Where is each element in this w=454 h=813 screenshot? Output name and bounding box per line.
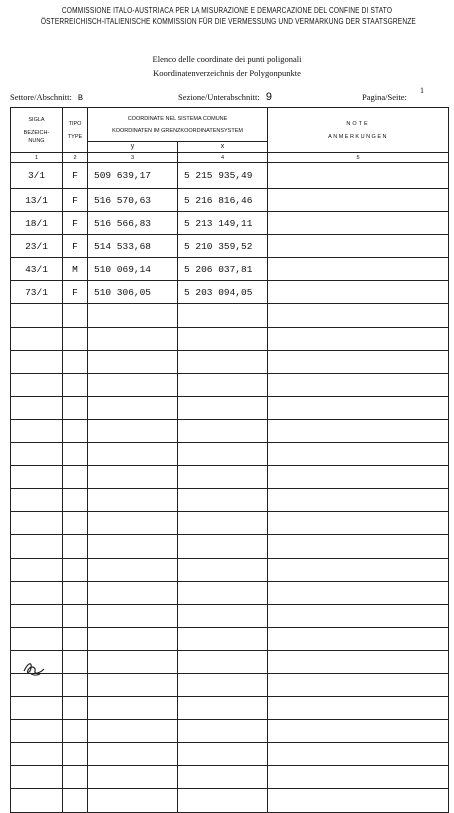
point-id-cell <box>11 766 63 789</box>
table-row <box>11 212 449 235</box>
point-id-cell <box>11 419 63 442</box>
x-coordinate-cell: 5 215 935,49 <box>178 163 268 189</box>
point-type-cell <box>63 581 88 604</box>
note-cell <box>268 258 449 281</box>
point-id-cell <box>11 743 63 766</box>
point-type-cell <box>63 373 88 396</box>
point-type-cell <box>63 466 88 489</box>
point-type-cell <box>63 604 88 627</box>
tipo-label: TIPO <box>68 120 82 127</box>
y-coordinate-cell <box>88 627 178 650</box>
index-1: 1 <box>11 153 63 163</box>
point-id-cell <box>11 489 63 512</box>
y-coordinate-cell: 516 566,83 <box>88 212 178 235</box>
index-row <box>11 153 449 163</box>
point-type-cell <box>63 766 88 789</box>
point-id-cell <box>11 466 63 489</box>
point-id-cell <box>11 350 63 373</box>
table-row <box>11 189 449 212</box>
point-type-cell <box>63 327 88 350</box>
point-id-cell <box>11 604 63 627</box>
y-coordinate-cell <box>88 396 178 419</box>
note-cell <box>268 281 449 304</box>
note-cell <box>268 350 449 373</box>
y-coordinate-cell <box>88 489 178 512</box>
pagina-field <box>362 92 407 102</box>
x-coordinate-cell <box>178 581 268 604</box>
table-row <box>11 697 449 720</box>
x-coordinate-cell <box>178 604 268 627</box>
note-cell <box>268 212 449 235</box>
point-type-cell: F <box>63 281 88 304</box>
index-3: 3 <box>88 153 178 163</box>
point-id-cell <box>11 373 63 396</box>
point-type-cell <box>63 697 88 720</box>
index-2: 2 <box>63 153 88 163</box>
point-id-cell <box>11 443 63 466</box>
table-row <box>11 743 449 766</box>
y-coordinate-cell <box>88 743 178 766</box>
y-coordinate-cell <box>88 789 178 812</box>
table-row <box>11 466 449 489</box>
y-coordinate-cell <box>88 604 178 627</box>
y-coordinate-cell <box>88 558 178 581</box>
x-coordinate-cell <box>178 535 268 558</box>
point-type-cell <box>63 304 88 327</box>
note-cell <box>268 466 449 489</box>
point-id-cell <box>11 512 63 535</box>
index-5: 5 <box>268 153 449 163</box>
x-coordinate-cell <box>178 743 268 766</box>
table-row <box>11 673 449 696</box>
point-type-cell <box>63 789 88 812</box>
y-coordinate-cell <box>88 673 178 696</box>
sigla-header <box>11 108 63 153</box>
note-cell <box>268 789 449 812</box>
note-cell <box>268 627 449 650</box>
y-coordinate-cell <box>88 535 178 558</box>
settore-label: Settore/Abschnitt: <box>10 92 72 102</box>
table-row <box>11 489 449 512</box>
y-coordinate-cell: 510 069,14 <box>88 258 178 281</box>
table-row <box>11 535 449 558</box>
x-coordinate-cell <box>178 789 268 812</box>
point-id-cell: 18/1 <box>11 212 63 235</box>
note-cell <box>268 373 449 396</box>
y-coordinate-cell <box>88 766 178 789</box>
y-coordinate-cell <box>88 697 178 720</box>
table-row <box>11 373 449 396</box>
sezione-field <box>178 92 272 104</box>
x-coordinate-cell <box>178 558 268 581</box>
y-coordinate-cell <box>88 512 178 535</box>
table-row <box>11 163 449 189</box>
point-type-cell <box>63 443 88 466</box>
sezione-label: Sezione/Unterabschnitt: <box>178 92 260 102</box>
tipo-header <box>63 108 88 153</box>
point-id-cell <box>11 558 63 581</box>
signature-mark <box>22 659 46 677</box>
note-cell <box>268 512 449 535</box>
table-row <box>11 419 449 442</box>
note-cell <box>268 163 449 189</box>
note-cell <box>268 304 449 327</box>
point-id-cell: 3/1 <box>11 163 63 189</box>
table-row <box>11 789 449 812</box>
table-row <box>11 627 449 650</box>
document-title-de: Koordinatenverzeichnis der Polygonpunkte <box>153 68 301 78</box>
note-cell <box>268 650 449 673</box>
sigla-label: SIGLA <box>28 116 45 123</box>
note-cell <box>268 766 449 789</box>
bezeichnung-label-1: BEZEICH- <box>23 129 50 136</box>
point-type-cell: M <box>63 258 88 281</box>
x-header: x <box>178 142 268 153</box>
settore-value: B <box>77 93 83 103</box>
x-coordinate-cell <box>178 697 268 720</box>
y-coordinate-cell <box>88 466 178 489</box>
point-id-cell <box>11 535 63 558</box>
table-row <box>11 512 449 535</box>
note-header <box>268 108 449 153</box>
y-coordinate-cell: 514 533,68 <box>88 235 178 258</box>
document-title-it: Elenco delle coordinate dei punti poligonali <box>152 54 302 64</box>
type-label: TYPE <box>67 133 83 140</box>
note-cell <box>268 535 449 558</box>
y-header: y <box>88 142 178 153</box>
point-id-cell: 73/1 <box>11 281 63 304</box>
coord-label-it: COORDINATE NEL SISTEMA COMUNE <box>127 115 228 122</box>
point-type-cell <box>63 743 88 766</box>
sezione-value: 9 <box>265 92 273 104</box>
x-coordinate-cell <box>178 673 268 696</box>
point-type-cell: F <box>63 163 88 189</box>
point-id-cell <box>11 581 63 604</box>
x-coordinate-cell <box>178 720 268 743</box>
commission-title-de: ÖSTERREICHISCH-ITALIENISCHE KOMMISSION FÜR DIE VERMESSUNG UND VERMARKUNG DER STAATSGRENZE <box>40 17 416 26</box>
table-row <box>11 443 449 466</box>
point-id-cell <box>11 697 63 720</box>
x-coordinate-cell: 5 206 037,81 <box>178 258 268 281</box>
y-coordinate-cell <box>88 581 178 604</box>
x-coordinate-cell <box>178 350 268 373</box>
x-coordinate-cell <box>178 373 268 396</box>
y-coordinate-cell <box>88 327 178 350</box>
note-cell <box>268 604 449 627</box>
y-coordinate-cell <box>88 443 178 466</box>
point-type-cell <box>63 489 88 512</box>
note-cell <box>268 189 449 212</box>
point-id-cell <box>11 327 63 350</box>
table-row <box>11 281 449 304</box>
point-type-cell: F <box>63 189 88 212</box>
coord-label-de: KOORDINATEN IM GRENZKOORDINATENSYSTEM <box>112 127 243 134</box>
x-coordinate-cell <box>178 627 268 650</box>
y-coordinate-cell <box>88 304 178 327</box>
point-type-cell <box>63 350 88 373</box>
bezeichnung-label-2: NUNG <box>28 137 45 144</box>
note-cell <box>268 581 449 604</box>
table-row <box>11 558 449 581</box>
point-id-cell <box>11 304 63 327</box>
settore-field <box>10 92 83 103</box>
anmerkungen-label: ANMERKUNGEN <box>328 133 388 140</box>
x-coordinate-cell <box>178 304 268 327</box>
x-coordinate-cell: 5 216 816,46 <box>178 189 268 212</box>
coordinates-header <box>88 108 268 142</box>
coordinates-table <box>10 107 449 813</box>
point-type-cell <box>63 535 88 558</box>
point-id-cell <box>11 396 63 419</box>
point-id-cell: 23/1 <box>11 235 63 258</box>
note-cell <box>268 443 449 466</box>
x-coordinate-cell <box>178 396 268 419</box>
note-label: NOTE <box>346 120 370 127</box>
table-row <box>11 396 449 419</box>
point-type-cell <box>63 627 88 650</box>
table-row <box>11 350 449 373</box>
table-row <box>11 304 449 327</box>
table-row <box>11 235 449 258</box>
x-coordinate-cell <box>178 443 268 466</box>
x-coordinate-cell: 5 203 094,05 <box>178 281 268 304</box>
x-coordinate-cell <box>178 766 268 789</box>
table-row <box>11 766 449 789</box>
x-coordinate-cell <box>178 650 268 673</box>
x-coordinate-cell <box>178 419 268 442</box>
table-row <box>11 650 449 673</box>
index-4: 4 <box>178 153 268 163</box>
point-type-cell <box>63 396 88 419</box>
y-coordinate-cell: 509 639,17 <box>88 163 178 189</box>
table-row <box>11 720 449 743</box>
point-id-cell: 13/1 <box>11 189 63 212</box>
note-cell <box>268 419 449 442</box>
y-coordinate-cell <box>88 373 178 396</box>
note-cell <box>268 396 449 419</box>
note-cell <box>268 720 449 743</box>
note-cell <box>268 558 449 581</box>
point-id-cell <box>11 789 63 812</box>
point-type-cell: F <box>63 212 88 235</box>
table-row <box>11 258 449 281</box>
note-cell <box>268 673 449 696</box>
x-coordinate-cell <box>178 489 268 512</box>
point-type-cell <box>63 720 88 743</box>
note-cell <box>268 489 449 512</box>
point-id-cell <box>11 627 63 650</box>
y-coordinate-cell: 510 306,05 <box>88 281 178 304</box>
point-type-cell <box>63 673 88 696</box>
note-cell <box>268 697 449 720</box>
commission-title-it: COMMISSIONE ITALO-AUSTRIACA PER LA MISURAZIONE E DEMARCAZIONE DEL CONFINE DI STATO <box>61 6 393 15</box>
x-coordinate-cell <box>178 512 268 535</box>
note-cell <box>268 743 449 766</box>
table-row <box>11 581 449 604</box>
y-coordinate-cell: 516 570,63 <box>88 189 178 212</box>
x-coordinate-cell <box>178 327 268 350</box>
note-cell <box>268 235 449 258</box>
table-row <box>11 604 449 627</box>
x-coordinate-cell: 5 210 359,52 <box>178 235 268 258</box>
point-type-cell <box>63 558 88 581</box>
header-row <box>11 108 449 142</box>
note-cell <box>268 327 449 350</box>
point-type-cell <box>63 512 88 535</box>
point-type-cell <box>63 419 88 442</box>
point-id-cell: 43/1 <box>11 258 63 281</box>
y-coordinate-cell <box>88 350 178 373</box>
pagina-label: Pagina/Seite: <box>362 92 407 102</box>
x-coordinate-cell <box>178 466 268 489</box>
table-row <box>11 327 449 350</box>
point-type-cell: F <box>63 235 88 258</box>
point-type-cell <box>63 650 88 673</box>
pagina-value: 1 <box>420 86 424 95</box>
y-coordinate-cell <box>88 419 178 442</box>
x-coordinate-cell: 5 213 149,11 <box>178 212 268 235</box>
y-coordinate-cell <box>88 720 178 743</box>
y-coordinate-cell <box>88 650 178 673</box>
point-id-cell <box>11 720 63 743</box>
